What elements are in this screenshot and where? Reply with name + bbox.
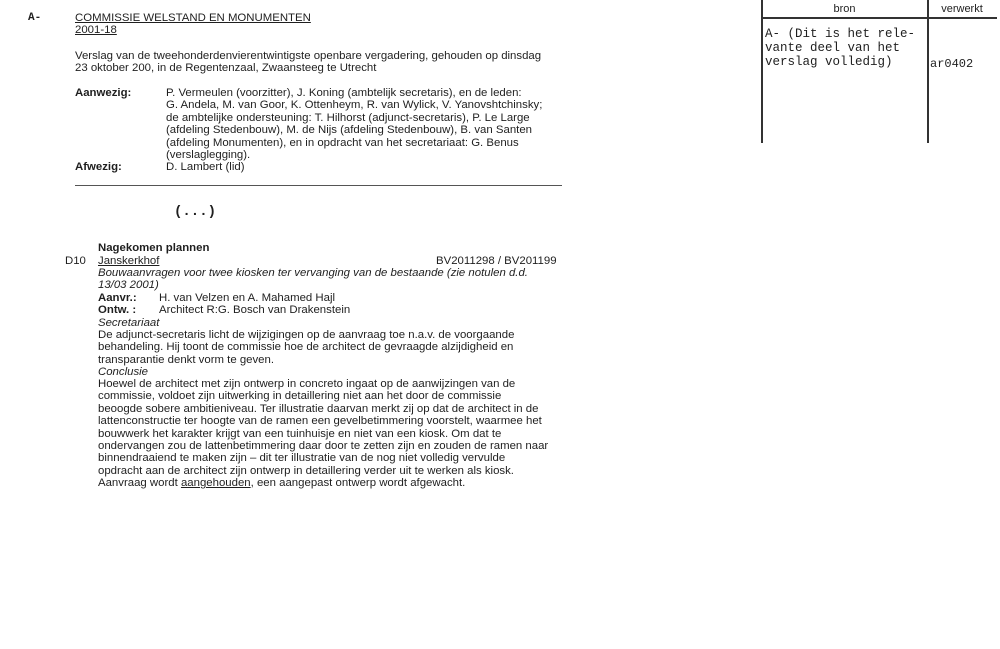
document-title: COMMISSIE WELSTAND EN MONUMENTEN [75,12,311,24]
secretariat-heading: Secretariaat [98,317,160,329]
paragraph-line: opdracht aan de architect zijn ontwerp in detaillering verder uit te werken als kiosk. [98,464,514,477]
designer-label: Ontw. : [98,304,137,316]
paragraph-line: beoogde sobere ambitieniveau. Ter illustratie daarvan merkt zij op dat de architect in de [98,402,539,415]
omission-mark: (...) [174,204,217,220]
table-header-rule [761,17,997,19]
present-line: de ambtelijke ondersteuning: T. Hilhorst (adjunct-secretaris), P. Le Large [166,111,530,124]
paragraph-line: commissie, voldoet zijn uitwerking in detaillering niet aan het door de commissie [98,390,502,403]
present-line: (afdeling Monumenten), en in opdracht van het secretariaat: G. Benus [166,136,519,149]
paragraph-line: Hoewel de architect met zijn ontwerp in concreto ingaat op de aanwijzingen van de [98,378,516,390]
processed-code: ar0402 [930,57,974,71]
document-number: 2001-18 [75,24,117,36]
decision-line [98,477,548,489]
source-line: A- (Dit is het rele- [765,27,916,41]
applicant-label: Aanvr.: [98,292,137,304]
section-heading: Nagekomen plannen [98,242,210,254]
paragraph-line: binnendraaiend te maken zijn – dit ter illustratie van de nog niet volledig vervulde [98,452,506,465]
absent-value: D. Lambert (lid) [166,161,245,173]
paragraph-line: transparantie denkt vorm te geven. [98,353,275,366]
item-code: D10 [65,255,86,267]
absent-label: Afwezig: [75,161,122,173]
present-label: Aanwezig: [75,87,132,99]
intro-line: Verslag van de tweehonderdenvierentwintigste openbare vergadering, gehouden op dinsdag [75,50,542,62]
subject-line: 13/03 2001) [98,279,159,292]
divider [75,185,562,186]
present-line: G. Andela, M. van Goor, K. Ottenheym, R. van Wylick, V. Yanovshtchinsky; [166,99,543,112]
paragraph-line: lattenconstructie ter hoogte van de ramen een gevelbetimmering voorstelt, waarmee het [98,415,542,428]
intro-paragraph [75,50,541,75]
source-line: vante deel van het [765,41,901,55]
paragraph-line: behandeling. Hij toont de commissie hoe de architect de gevraagde alzijdigheid en [98,341,514,354]
present-line: (verslaglegging). [166,148,251,161]
paragraph-line: ondervangen zou de lattenbetimmering daar door te zetten zijn en zouden de ramen naar [98,439,549,452]
applicant-value: H. van Velzen en A. Mahamed Hajl [159,292,336,304]
column-header-processed: verwerkt [941,3,983,15]
table-border [761,0,763,143]
present-line: P. Vermeulen (voorzitter), J. Koning (ambtelijk secretaris), en de leden: [166,87,522,99]
table-border [927,0,929,143]
column-header-source: bron [833,3,856,15]
conclusion-paragraph [98,378,548,490]
conclusion-heading: Conclusie [98,366,149,378]
paragraph-line: bouwwerk het karakter krijgt van een tuinhuisje en niet van een kiosk. Om dat te [98,427,502,440]
decision-keyword: aangehouden [180,477,251,490]
margin-mark: A- [28,12,42,24]
subject-line: Bouwaanvragen voor twee kiosken ter vervanging van de bestaande (zie notulen d.d. [98,267,528,279]
present-line: (afdeling Stedenbouw), M. de Nijs (afdeling Stedenbouw), B. van Santen [166,124,532,137]
item-location: Janskerkhof [98,255,160,267]
paragraph-line: De adjunct-secretaris licht de wijzigingen op de aanvraag toe n.a.v. de voorgaande [98,329,515,341]
source-note [765,28,915,70]
item-reference: BV2011298 / BV201199 [436,255,557,267]
designer-value: Architect R:G. Bosch van Drakenstein [159,304,351,316]
source-line: verslag volledig) [765,55,893,69]
item-subject [98,267,528,292]
decision-suffix: , een aangepast ontwerp wordt afgewacht. [250,477,466,490]
decision-prefix: Aanvraag wordt [98,477,181,490]
secretariat-paragraph [98,329,514,366]
present-list [166,87,542,161]
intro-line: 23 oktober 200, in de Regentenzaal, Zwaansteeg te Utrecht [75,62,377,75]
